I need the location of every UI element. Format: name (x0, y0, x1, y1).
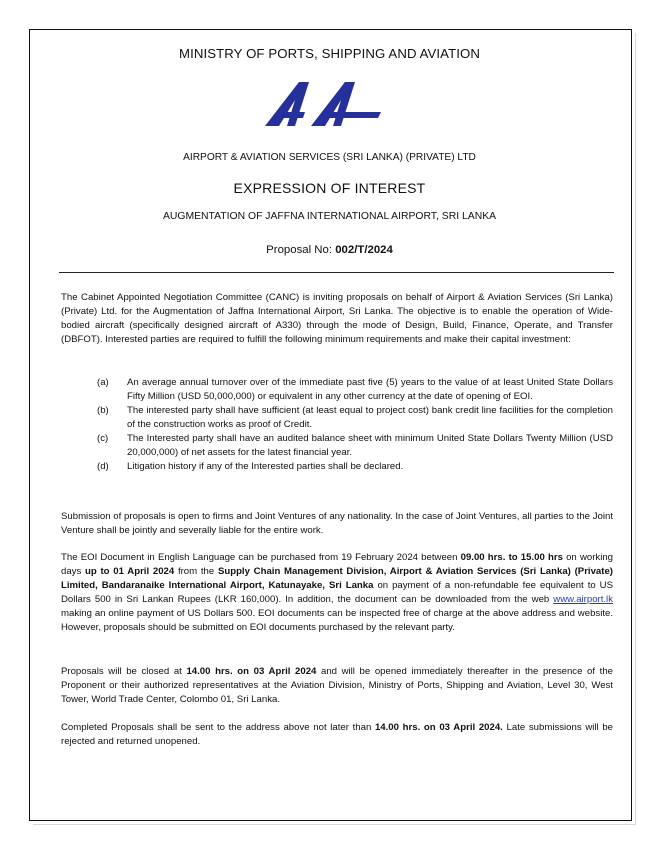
list-item-label: (b) (97, 405, 109, 416)
page-title: EXPRESSION OF INTEREST (233, 180, 426, 196)
website-link[interactable]: www.airport.lk (553, 594, 613, 605)
list-item-text: An average annual turnover over of the immediate past five (5) years to the value of at least United State Dollars Fifty Million (USD 50,000,000) or equivalent in any other currency at the date of opening of EOI. (127, 377, 613, 402)
list-item-text: Litigation history if any of the Interested parties shall be declared. (127, 461, 404, 472)
purchase-hours: 09.00 hrs. to 15.00 hrs (460, 552, 563, 563)
requirements-list (97, 376, 613, 474)
list-item (97, 460, 613, 474)
completed-deadline: 14.00 hrs. on 03 April 2024. (374, 722, 503, 733)
purchase-text: making an online payment of US Dollars 500. EOI documents can be inspected free of charge at the above address and website. However, proposals should be submitted on EOI documents purchased by the relevant party. (61, 608, 613, 633)
list-item (97, 376, 613, 404)
ministry-heading: MINISTRY OF PORTS, SHIPPING AND AVIATION (178, 46, 481, 61)
submission-paragraph: Submission of proposals is open to firms and Joint Ventures of any nationality. In the case of Joint Ventures, all parties to the Joint Venture shall be jointly and severally liable for the entire work. (61, 511, 613, 536)
completed-text: Late submissions will be rejected and returned unopened. (61, 722, 613, 747)
closing-text: and will be opened immediately thereafter in the presence of the Proponent or their authorized representatives at the Aviation Division, Ministry of Ports, Shipping and Aviation, Level 30, West Tower, World Trade Center, Colombo 01, Sri Lanka. (61, 666, 613, 705)
list-item (97, 432, 613, 460)
proposal-number (0, 244, 659, 256)
purchase-text: on payment of a non-refundable fee equivalent to US Dollars 500 in Sri Lankan Rupees (LKR 160,000). In addition, the document can be downloaded from the web (61, 580, 614, 605)
header-divider (59, 272, 614, 273)
closing-paragraph (61, 665, 613, 707)
list-item-text: The interested party shall have sufficient (at least equal to project cost) bank credit line facilities for the completion of the construction works as proof of Credit. (127, 405, 613, 430)
list-item-label: (c) (97, 433, 109, 444)
aasl-logo-icon (265, 80, 381, 126)
company-name: AIRPORT & AVIATION SERVICES (SRI LANKA) (PRIVATE) LTD (183, 152, 476, 163)
purchase-text: The EOI Document in English Language can be purchased from 19 February 2024 between (61, 552, 461, 563)
purchase-paragraph (61, 551, 613, 635)
list-item-label: (a) (97, 377, 109, 388)
closing-text: Proposals will be closed at (61, 666, 187, 677)
project-subtitle: AUGMENTATION OF JAFFNA INTERNATIONAL AIRPORT, SRI LANKA (162, 211, 497, 222)
list-item-label: (d) (97, 461, 109, 472)
closing-deadline: 14.00 hrs. on 03 April 2024 (186, 666, 317, 677)
completed-paragraph (61, 721, 613, 749)
proposal-label: Proposal No: (266, 244, 336, 256)
completed-text: Completed Proposals shall be sent to the address above not later than (61, 722, 375, 733)
purchase-text: on working days (61, 552, 613, 577)
proposal-value: 002/T/2024 (335, 244, 393, 256)
purchase-address: Supply Chain Management Division, Airport & Aviation Services (Sri Lanka) (Private) Limited, Bandaranaike International Airport, Katunayake, Sri Lanka (61, 566, 613, 591)
purchase-text: from the (174, 566, 218, 577)
purchase-deadline: up to 01 April 2024 (85, 566, 175, 577)
list-item-text: The Interested party shall have an audited balance sheet with minimum United State Dollars Twenty Million (USD 20,000,000) of net assets for the latest financial year. (127, 433, 613, 458)
list-item (97, 404, 613, 432)
intro-paragraph: The Cabinet Appointed Negotiation Committee (CANC) is inviting proposals on behalf of Airport & Aviation Services (Sri Lanka) (Private) Ltd. for the Augmentation of Jaffna International Airport, Sri Lanka. The objective is to enable the operation of Wide-bodied aircraft (specifically designed aircraft of A330) through the mode of Design, Build, Finance, Operate, and Transfer (DBFOT). Interested parties are required to fulfill the following minimum requirements and make their capital investment: (61, 292, 613, 345)
